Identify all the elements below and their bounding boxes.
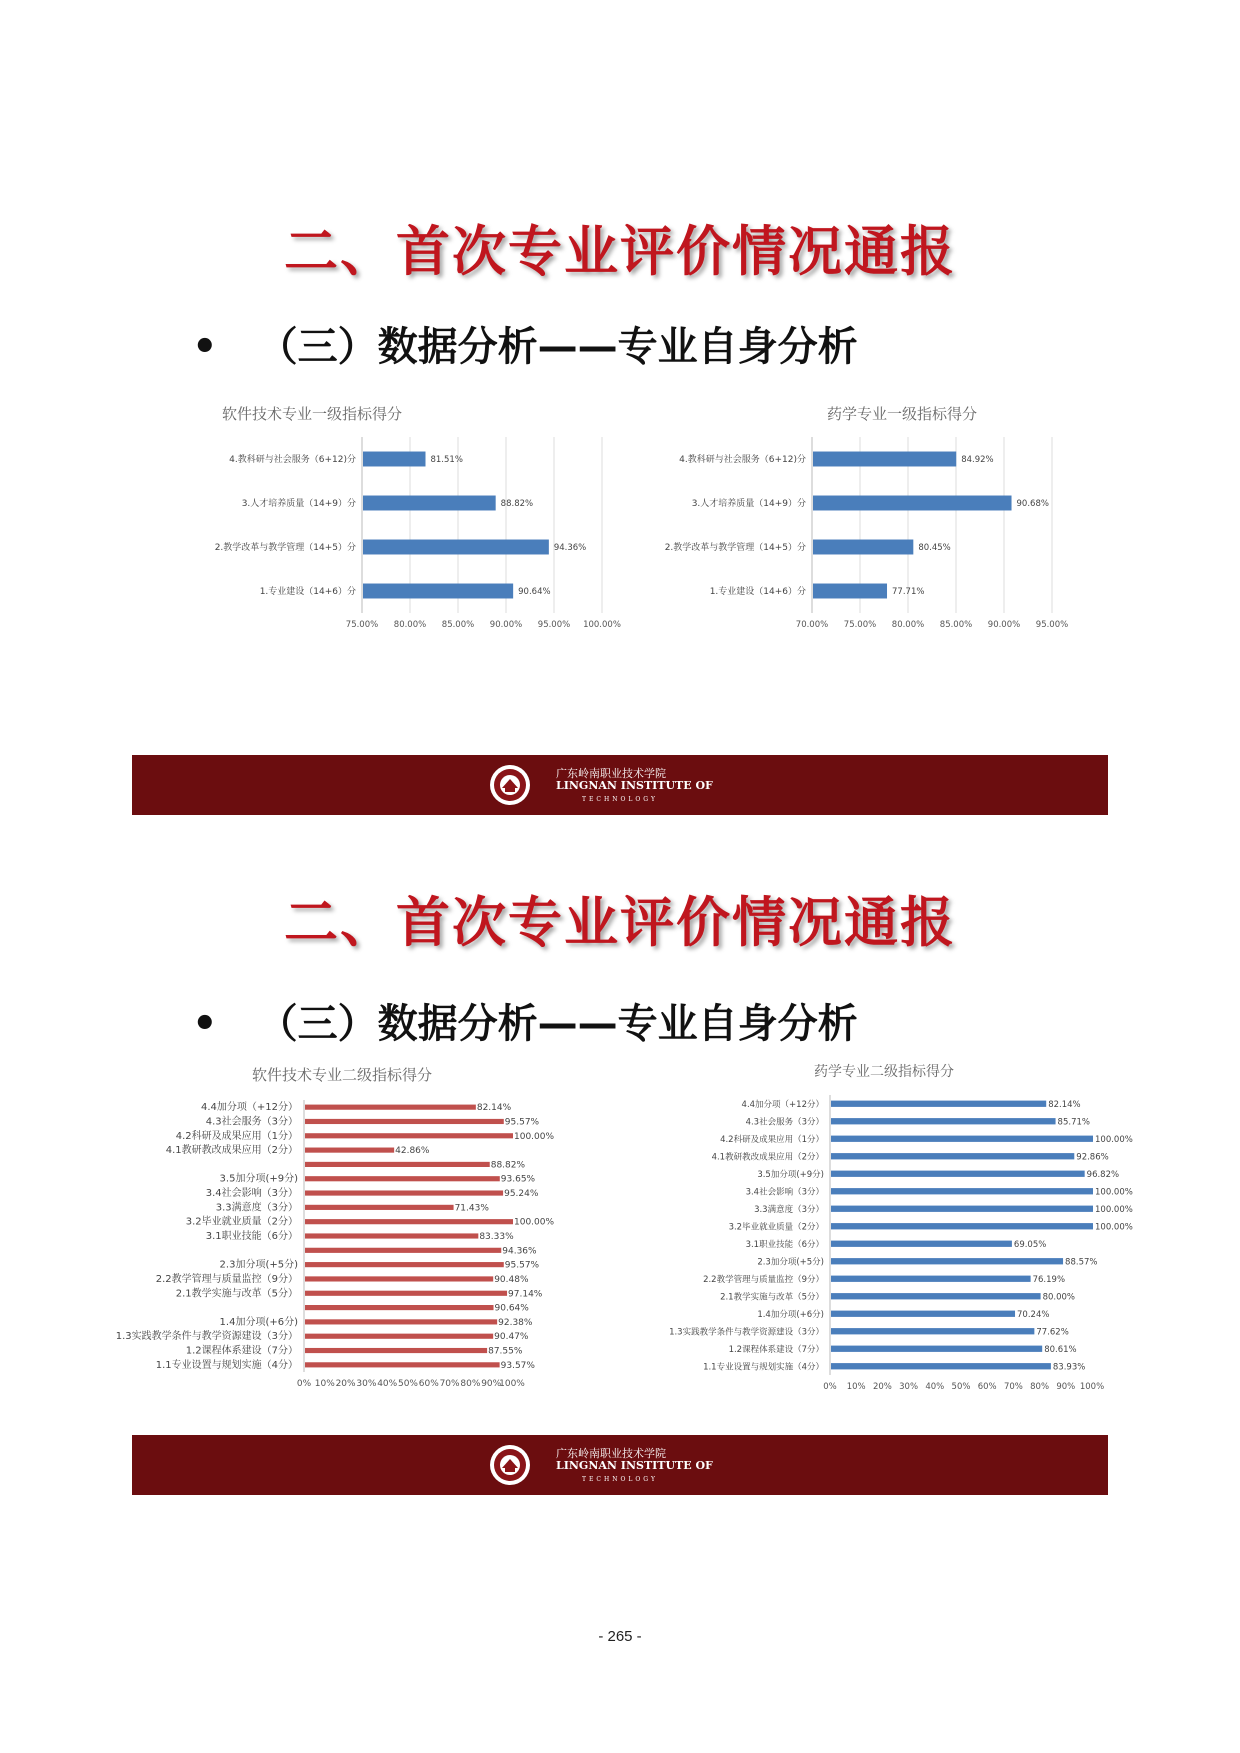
bar xyxy=(305,1219,513,1224)
bar xyxy=(831,1363,1051,1369)
bar xyxy=(831,1101,1046,1107)
footer-college-en-2: TECHNOLOGY xyxy=(582,796,658,803)
tick-label: 20% xyxy=(335,1379,356,1389)
bullet: • xyxy=(192,324,218,370)
college-seal-icon xyxy=(488,1443,532,1487)
tick-label: 90.00% xyxy=(987,620,1021,630)
data-label: 90.68% xyxy=(1016,499,1049,509)
data-label: 80.00% xyxy=(1042,1292,1076,1303)
subtitle-text: （三）数据分析——专业自身分析 xyxy=(257,324,858,370)
category-label: 4.4加分项（+12分） xyxy=(741,1099,824,1110)
data-label: 92.86% xyxy=(1076,1152,1109,1163)
category-label: 1.2课程体系建设（7分） xyxy=(728,1344,824,1355)
data-label: 93.57% xyxy=(500,1360,535,1371)
category-label: 1.4加分项(+6分) xyxy=(757,1309,824,1320)
category-label: 4.教科研与社会服务（6+12)分 xyxy=(679,455,806,465)
bar xyxy=(831,1206,1093,1212)
bar xyxy=(831,1118,1056,1124)
category-label: 3.2毕业就业质量（2分） xyxy=(185,1216,298,1228)
data-label: 94.36% xyxy=(553,543,587,553)
tick-label: 60% xyxy=(418,1379,439,1389)
bar xyxy=(831,1153,1074,1159)
chart-title: 药学专业一级指标得分 xyxy=(826,405,978,423)
tick-label: 0% xyxy=(296,1379,312,1389)
category-label: 4.3社会服务（3分） xyxy=(745,1117,824,1128)
slide-title: 二、首次专业评价情况通报 xyxy=(284,891,956,954)
category-label: 1.4加分项(+6分) xyxy=(219,1316,298,1328)
slide-subtitle xyxy=(192,992,858,1049)
bar xyxy=(831,1188,1093,1194)
slide-title: 二、首次专业评价情况通报 xyxy=(284,220,956,283)
tick-label: 80% xyxy=(460,1379,481,1389)
tick-label: 80% xyxy=(1030,1382,1050,1392)
category-label: 4.1教研教改成果应用（2分） xyxy=(165,1145,298,1157)
data-label: 96.82% xyxy=(1086,1169,1120,1180)
data-label: 100.00% xyxy=(514,1131,555,1142)
bar xyxy=(831,1241,1012,1247)
tick-label: 85.00% xyxy=(441,620,475,630)
tick-label: 50% xyxy=(397,1379,419,1389)
bar xyxy=(305,1119,504,1124)
bar xyxy=(831,1276,1031,1282)
category-label: 2.3加分项(+5分) xyxy=(757,1257,824,1268)
tick-label: 30% xyxy=(356,1379,377,1389)
bar xyxy=(305,1162,490,1167)
data-label: 42.86% xyxy=(395,1146,430,1157)
category-label: 1.1专业设置与规划实施（4分） xyxy=(155,1359,298,1371)
category-label: 2.2教学管理与质量监控（9分） xyxy=(155,1273,298,1285)
tick-label: 80.00% xyxy=(891,620,925,630)
category-label: 3.人才培养质量（14+9）分 xyxy=(691,499,806,509)
category-label: 3.1职业技能（6分） xyxy=(205,1231,298,1242)
category-label: 1.2课程体系建设（7分） xyxy=(185,1345,298,1357)
data-label: 81.51% xyxy=(430,455,463,465)
tick-label: 85.00% xyxy=(939,620,973,630)
chart-pharmacy-level2 xyxy=(614,1060,1133,1410)
bar xyxy=(813,496,1012,511)
data-label: 97.14% xyxy=(508,1289,543,1300)
data-label: 70.24% xyxy=(1017,1309,1050,1320)
bar xyxy=(831,1223,1093,1229)
bar xyxy=(305,1348,487,1353)
data-label: 80.61% xyxy=(1044,1344,1077,1355)
bar xyxy=(831,1136,1093,1142)
data-label: 82.14% xyxy=(1048,1099,1081,1110)
data-label: 83.33% xyxy=(479,1232,514,1242)
bar xyxy=(363,452,425,467)
category-label: 1.3实践教学条件与教学资源建设（3分） xyxy=(669,1327,824,1338)
tick-label: 75.00% xyxy=(345,620,379,630)
tick-label: 70% xyxy=(1003,1382,1023,1392)
bar xyxy=(305,1233,478,1238)
footer-band xyxy=(132,755,1108,815)
category-label: 3.3满意度（3分） xyxy=(215,1202,298,1214)
bar xyxy=(813,452,956,467)
category-label: 4.3社会服务（3分） xyxy=(205,1116,298,1128)
bar xyxy=(305,1291,507,1296)
data-label: 100.00% xyxy=(1095,1204,1133,1215)
bar xyxy=(363,540,549,555)
data-label: 94.36% xyxy=(502,1246,537,1257)
category-label: 3.1职业技能（6分） xyxy=(745,1239,824,1250)
chart-pharmacy-level1 xyxy=(642,405,1069,655)
category-label: 1.3实践教学条件与教学资源建设（3分） xyxy=(115,1331,298,1343)
category-label: 3.5加分项(+9分) xyxy=(757,1169,824,1180)
data-label: 88.57% xyxy=(1065,1257,1098,1268)
chart-title: 药学专业二级指标得分 xyxy=(814,1064,954,1080)
bar xyxy=(831,1346,1042,1352)
chart-title: 软件技术专业二级指标得分 xyxy=(251,1066,433,1084)
chart-software-level2 xyxy=(115,1060,602,1410)
tick-label: 100% xyxy=(1079,1382,1105,1392)
data-label: 82.14% xyxy=(476,1103,512,1114)
data-label: 95.57% xyxy=(504,1260,540,1271)
category-label: 3.5加分项(+9分) xyxy=(219,1173,298,1185)
tick-label: 95.00% xyxy=(537,620,571,630)
bar xyxy=(831,1328,1034,1334)
tick-label: 90% xyxy=(481,1379,502,1389)
tick-label: 90.00% xyxy=(489,620,523,630)
category-label: 1.专业建设（14+6）分 xyxy=(709,587,806,597)
bar xyxy=(305,1362,500,1367)
category-label: 4.4加分项（+12分） xyxy=(200,1102,298,1114)
data-label: 100.00% xyxy=(514,1217,555,1228)
tick-label: 95.00% xyxy=(1035,620,1069,630)
category-label: 4.1教研教改成果应用（2分） xyxy=(711,1152,824,1163)
tick-label: 0% xyxy=(823,1382,837,1392)
page-number: - 265 - xyxy=(598,1628,642,1645)
college-seal-icon xyxy=(488,763,532,807)
footer-college-en: LINGNAN INSTITUTE OF xyxy=(556,779,713,792)
tick-label: 50% xyxy=(951,1382,971,1392)
tick-label: 10% xyxy=(314,1379,335,1389)
category-label: 2.教学改革与教学管理（14+5）分 xyxy=(664,543,806,553)
tick-label: 20% xyxy=(872,1382,892,1392)
data-label: 100.00% xyxy=(1095,1222,1133,1233)
category-label: 3.4社会影响（3分） xyxy=(745,1187,824,1198)
data-label: 77.62% xyxy=(1036,1327,1069,1338)
tick-label: 10% xyxy=(846,1382,866,1392)
footer-college-en: LINGNAN INSTITUTE OF xyxy=(556,1459,713,1472)
data-label: 88.82% xyxy=(500,499,534,509)
tick-label: 40% xyxy=(377,1379,398,1389)
data-label: 80.45% xyxy=(918,543,951,553)
bar xyxy=(305,1248,501,1253)
bar xyxy=(813,584,887,599)
tick-label: 90% xyxy=(1056,1382,1076,1392)
data-label: 88.82% xyxy=(490,1160,526,1171)
category-label: 4.教科研与社会服务（6+12)分 xyxy=(229,455,356,465)
subtitle-text: （三）数据分析——专业自身分析 xyxy=(257,1001,858,1047)
bar xyxy=(813,540,913,555)
data-label: 95.24% xyxy=(504,1189,539,1200)
category-label: 4.2科研及成果应用（1分） xyxy=(175,1130,298,1142)
chart-title: 软件技术专业一级指标得分 xyxy=(221,405,403,423)
category-label: 2.教学改革与教学管理（14+5）分 xyxy=(214,543,356,553)
bar xyxy=(305,1148,394,1153)
tick-label: 100% xyxy=(499,1379,525,1389)
tick-label: 70% xyxy=(439,1379,460,1389)
tick-label: 70.00% xyxy=(795,620,829,630)
data-label: 93.65% xyxy=(500,1174,536,1185)
category-label: 2.1教学实施与改革（5分） xyxy=(175,1288,298,1300)
bar xyxy=(363,496,496,511)
data-label: 90.64% xyxy=(494,1303,529,1314)
data-label: 100.00% xyxy=(1095,1134,1133,1145)
category-label: 2.3加分项(+5分) xyxy=(219,1259,298,1271)
data-label: 92.38% xyxy=(498,1317,533,1328)
bar xyxy=(305,1319,497,1324)
data-label: 100.00% xyxy=(1095,1187,1133,1198)
data-label: 85.71% xyxy=(1057,1117,1090,1128)
bar xyxy=(305,1105,476,1110)
bar xyxy=(363,584,513,599)
bar xyxy=(831,1171,1085,1177)
bar xyxy=(305,1190,503,1195)
category-label: 2.1教学实施与改革（5分） xyxy=(720,1292,824,1303)
category-label: 2.2教学管理与质量监控（9分） xyxy=(703,1274,824,1285)
footer-college-cn: 广东岭南职业技术学院 xyxy=(556,1447,666,1460)
data-label: 95.57% xyxy=(504,1117,540,1128)
data-label: 84.92% xyxy=(961,455,994,465)
tick-label: 60% xyxy=(977,1382,997,1392)
category-label: 1.1专业设置与规划实施（4分） xyxy=(703,1362,824,1373)
data-label: 90.64% xyxy=(518,587,551,597)
tick-label: 40% xyxy=(925,1382,945,1392)
footer-college-cn: 广东岭南职业技术学院 xyxy=(556,767,666,780)
footer-college-en-2: TECHNOLOGY xyxy=(582,1476,658,1483)
category-label: 3.4社会影响（3分） xyxy=(205,1188,298,1200)
slide-subtitle xyxy=(192,315,858,372)
tick-label: 75.00% xyxy=(843,620,877,630)
data-label: 90.48% xyxy=(494,1274,529,1285)
footer-band xyxy=(132,1435,1108,1495)
data-label: 77.71% xyxy=(892,587,925,597)
bar xyxy=(831,1311,1015,1317)
chart-software-level1 xyxy=(192,405,621,655)
bar xyxy=(305,1133,513,1138)
category-label: 3.2毕业就业质量（2分） xyxy=(728,1222,824,1233)
tick-label: 30% xyxy=(899,1382,919,1392)
data-label: 90.47% xyxy=(494,1332,529,1343)
bar xyxy=(305,1176,500,1181)
data-label: 87.55% xyxy=(488,1346,523,1357)
category-label: 4.2科研及成果应用（1分） xyxy=(720,1134,824,1145)
data-label: 76.19% xyxy=(1032,1274,1066,1285)
slide-2 xyxy=(115,880,1133,1500)
bar xyxy=(831,1293,1041,1299)
slide-1 xyxy=(132,195,1108,815)
category-label: 3.3满意度（3分） xyxy=(754,1204,824,1215)
category-label: 3.人才培养质量（14+9）分 xyxy=(241,499,356,509)
bar xyxy=(305,1305,494,1310)
data-label: 71.43% xyxy=(454,1203,489,1214)
category-label: 1.专业建设（14+6）分 xyxy=(259,587,356,597)
bullet: • xyxy=(192,1001,218,1047)
tick-label: 100.00% xyxy=(583,620,621,630)
data-label: 83.93% xyxy=(1052,1362,1086,1373)
bar xyxy=(305,1334,493,1339)
tick-label: 80.00% xyxy=(393,620,427,630)
bar xyxy=(305,1262,504,1267)
data-label: 69.05% xyxy=(1013,1239,1047,1250)
bar xyxy=(305,1205,454,1210)
bar xyxy=(831,1258,1063,1264)
bar xyxy=(305,1276,493,1281)
